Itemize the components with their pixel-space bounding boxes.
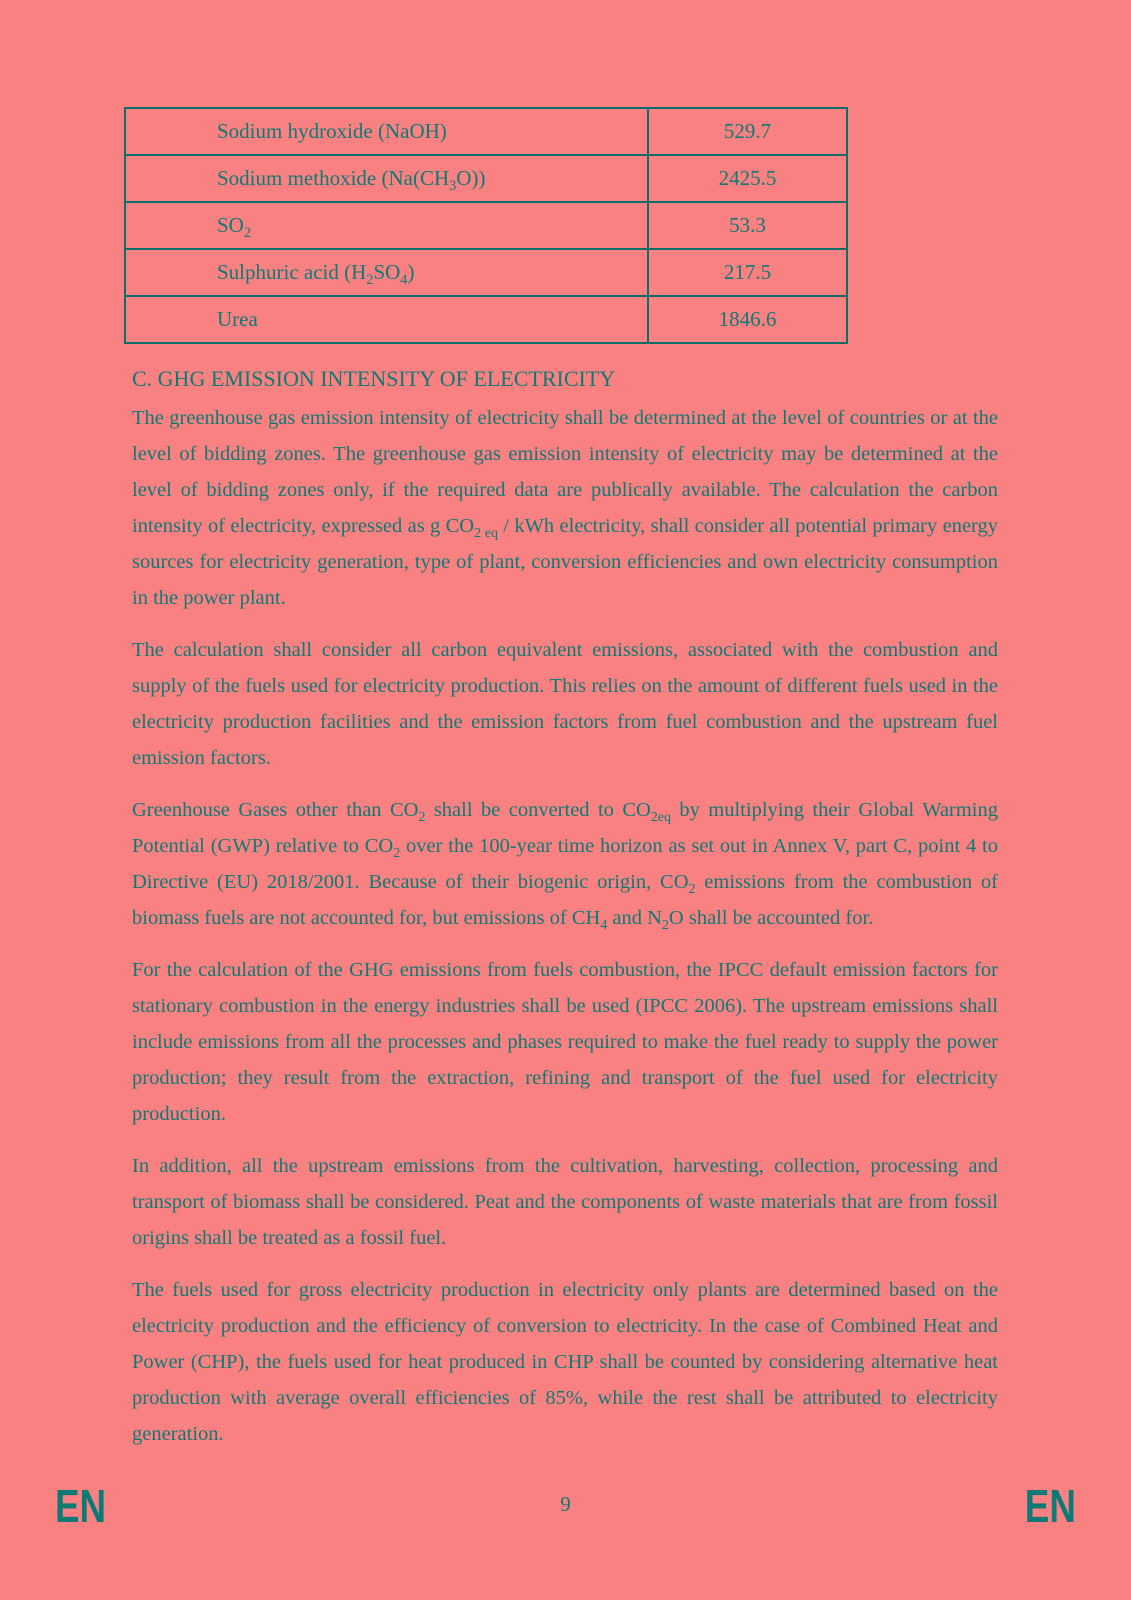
language-marker-right: EN [1024,1480,1076,1532]
chemical-value: 2425.5 [648,155,847,202]
paragraph-5: In addition, all the upstream emissions from the cultivation, harvesting, collection, processing and transport of biomass shall be considered. Peat and the components of waste materials that are from fossil origins shall be treated as a fossil fuel. [132,1155,998,1249]
chemical-name: Urea [125,296,648,343]
chemical-name: Sulphuric acid $(H_2SO_4)$ [125,249,648,296]
chemical-emission-factors-table [124,107,848,344]
table-row [125,202,847,249]
chemical-name: $SO_2$ [125,202,648,249]
table-row [125,108,847,155]
chemical-name: Sodium hydroxide (NaOH) [125,108,648,155]
paragraph-4: For the calculation of the GHG emissions from fuels combustion, the IPCC default emission factors for stationary combustion in the energy industries shall be used (IPCC 2006). The upstream emissions shall include emissions from all the processes and phases required to make the fuel ready to supply the power production; they result from the extraction, refining and transport of the fuel used for electricity production. [132,959,998,1125]
chemical-value: 529.7 [648,108,847,155]
chemical-name: Sodium methoxide $(Na(CH_3O))$ [125,155,648,202]
table-row [125,296,847,343]
table-row [125,155,847,202]
page-number: 9 [560,1492,571,1516]
section-heading: C. GHG EMISSION INTENSITY OF ELECTRICITY [132,366,616,391]
chemical-value: 53.3 [648,202,847,249]
paragraph-6: The fuels used for gross electricity production in electricity only plants are determined based on the electricity production and the efficiency of conversion to electricity. In the case of Combined Heat and Power (CHP), the fuels used for heat produced in CHP shall be counted by considering alternative heat production with average overall efficiencies of 85%, while the rest shall be attributed to electricity generation. [132,1279,998,1445]
language-marker-left: EN [55,1480,107,1532]
chemical-value: 1846.6 [648,296,847,343]
paragraph-3: Greenhouse Gases other than $CO_2$ shall be converted to $CO_{2eq}$ by multiplying their Global Warming Potential (GWP) relative to $CO_2$ over the 100-year time horizon as set out in Annex V, part C, point 4 to Directive (EU) 2018/2001. Because of their biogenic origin, $CO_2$ emissions from the combustion of biomass fuels are not accounted for, but emissions of $CH_4$ and $N_2O$ shall be accounted for. [132,799,999,934]
paragraph-2: The calculation shall consider all carbon equivalent emissions, associated with the combustion and supply of the fuels used for electricity production. This relies on the amount of different fuels used in the electricity production facilities and the emission factors from fuel combustion and the upstream fuel emission factors. [132,639,998,769]
chemical-value: 217.5 [648,249,847,296]
section-ghg-intensity [132,365,998,1468]
table-row [125,249,847,296]
paragraph-1: The greenhouse gas emission intensity of electricity shall be determined at the level of countries or at the level of bidding zones. The greenhouse gas emission intensity of electricity may be determined at the level of bidding zones only, if the required data are publically available. The calculation the carbon intensity of electricity, expressed as g $CO_{2 eq}$ / kWh electricity, shall consider all potential primary energy sources for electricity generation, type of plant, conversion efficiencies and own electricity consumption in the power plant. [132,407,999,609]
